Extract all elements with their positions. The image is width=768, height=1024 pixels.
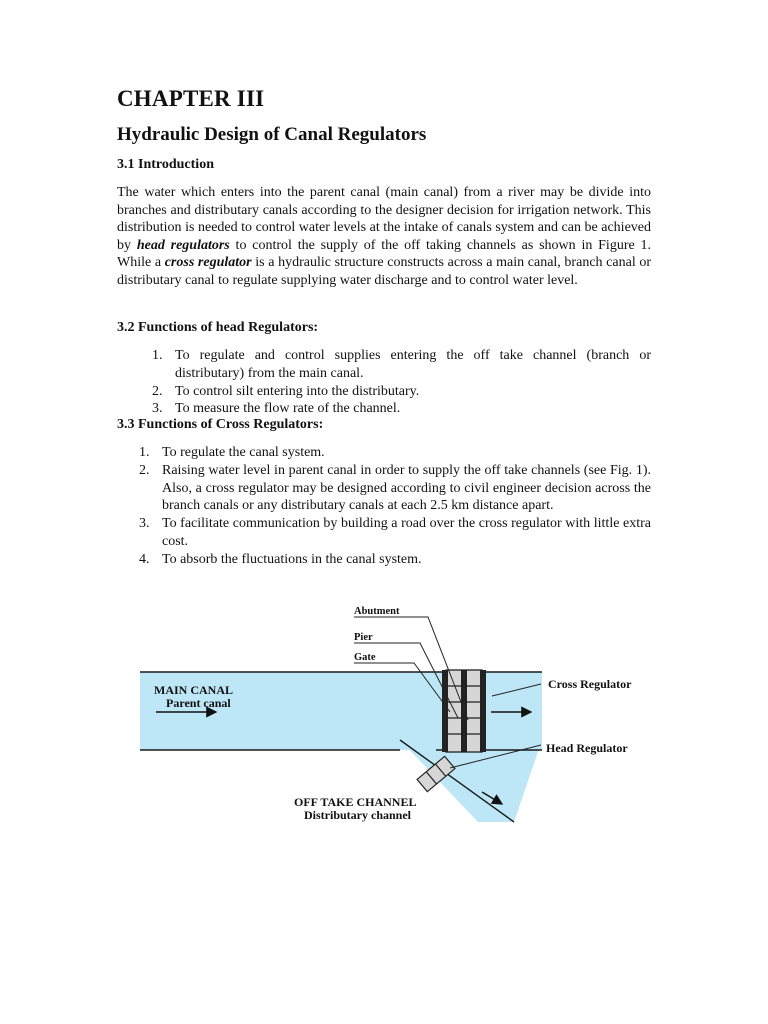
list-text: Raising water level in parent canal in order to supply the off take channels (see Fig. 1). Also, a cross regulator may be designed according to civil engineer decision across the branch canals or any distributary canals at each 2.5 km distance apart. — [162, 462, 651, 514]
intro-text-2: to control the supply of the off taking channels as shown in Figure 1. While a — [117, 237, 652, 271]
label-main-canal: MAIN CANAL — [154, 683, 233, 697]
list-item — [139, 444, 651, 462]
section-heading-introduction: 3.1 Introduction — [117, 157, 214, 172]
label-parent-canal: Parent canal — [166, 696, 231, 710]
list-text: To regulate the canal system. — [162, 445, 325, 460]
regulator-diagram — [136, 600, 656, 830]
list-number: 4. — [139, 551, 150, 567]
head-functions-list — [152, 347, 651, 418]
label-abutment: Abutment — [354, 606, 400, 617]
chapter-subtitle: Hydraulic Design of Canal Regulators — [117, 124, 427, 145]
list-number: 3. — [139, 516, 150, 532]
list-number: 3. — [152, 401, 163, 417]
label-pier: Pier — [354, 632, 373, 643]
list-number: 1. — [152, 348, 163, 363]
cross-functions-list — [139, 444, 651, 569]
list-item — [139, 462, 651, 515]
list-number: 2. — [152, 383, 163, 399]
label-cross-regulator: Cross Regulator — [548, 677, 632, 691]
label-gate: Gate — [354, 652, 376, 663]
term-head-regulators: head regulators — [136, 237, 230, 253]
list-item — [152, 383, 651, 401]
list-text: To control silt entering into the distributary. — [175, 383, 420, 399]
list-text: To measure the flow rate of the channel. — [175, 401, 401, 417]
introduction-paragraph — [117, 184, 651, 290]
list-text: To absorb the fluctuations in the canal system. — [162, 551, 422, 567]
intro-text-3: is a hydraulic structure constructs across a main canal, branch canal or distributary canal to regulate supplying water discharge and to control water level. — [117, 255, 652, 288]
list-item — [139, 551, 651, 569]
intro-text-1: The water which enters into the parent canal (main canal) from a river may be divide into branches and distributary canals according to the designer decision for irrigation network. This distribution is needed to control water levels at the intake of canals system and can be achieved by — [117, 185, 651, 253]
list-text: To facilitate communication by building a road over the cross regulator with little extra cost. — [162, 516, 651, 549]
section-heading-cross-functions: 3.3 Functions of Cross Regulators: — [117, 417, 324, 432]
list-number: 1. — [139, 445, 150, 460]
label-off-take-channel: OFF TAKE CHANNEL — [294, 795, 417, 809]
list-item — [152, 400, 651, 418]
chapter-heading: CHAPTER III — [117, 86, 265, 111]
label-head-regulator: Head Regulator — [546, 741, 628, 755]
term-cross-regulator: cross regulator — [164, 255, 252, 271]
list-number: 2. — [139, 462, 150, 478]
label-distributary-channel: Distributary channel — [304, 808, 412, 822]
list-item — [152, 347, 651, 383]
list-item — [139, 515, 651, 551]
list-text: To regulate and control supplies entering the off take channel (branch or distributary) from the main canal. — [175, 348, 651, 381]
section-heading-head-functions: 3.2 Functions of head Regulators: — [117, 320, 319, 335]
